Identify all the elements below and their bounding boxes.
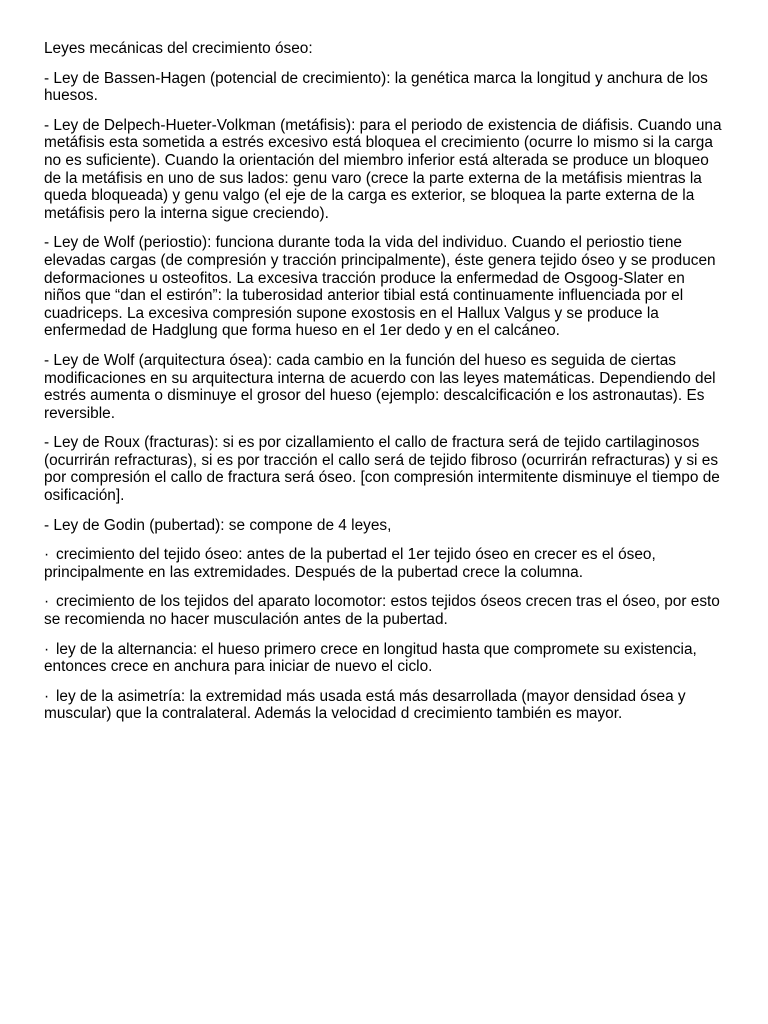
bullet-text: crecimiento de los tejidos del aparato locomotor: estos tejidos óseos crecen tras el óseo, por esto se recomienda no hacer musculación antes de la pubertad. — [44, 593, 720, 629]
bullet-text: ley de la asimetría: la extremidad más usada está más desarrollada (mayor densidad ósea y muscular) que la contralateral. Además la velocidad d crecimiento también es mayor. — [44, 687, 686, 723]
bullet-item-asimetria — [44, 688, 724, 723]
bullet-text: ley de la alternancia: el hueso primero crece en longitud hasta que compromete su existencia, entonces crece en anchura para iniciar de nuevo el ciclo. — [44, 640, 697, 676]
bullet-item-tejido-oseo — [44, 546, 724, 581]
paragraph-bassen-hagen: - Ley de Bassen-Hagen (potencial de crecimiento): la genética marca la longitud y anchura de los huesos. — [44, 69, 708, 105]
bullet-item-alternancia — [44, 641, 724, 676]
bullet-text: crecimiento del tejido óseo: antes de la pubertad el 1er tejido óseo en crecer es el óseo, principalmente en las extremidades. Después de la pubertad crece la columna. — [44, 546, 656, 581]
bullet-dot: · — [44, 640, 50, 658]
paragraph-delpech-hueter-volkman: - Ley de Delpech-Hueter-Volkman (metáfisis): para el periodo de existencia de diáfisis. Cuando una metáfisis esta sometida a estrés excesivo está bloquea el crecimiento (ocurre lo mismo si la carga no es suficiente). Cuando la orientación del miembro inferior está alterada se produce un bloqueo de la metáfisis en uno de sus lados: genu varo (crece la parte externa de la metáfisis mientras la queda bloqueada) y genu valgo (el eje de la carga es exterior, se bloquea la parte externa de la metáfisis pero la interna sigue creciendo). — [44, 116, 722, 222]
bullet-dot: · — [44, 687, 50, 705]
paragraph-wolf-periostio: - Ley de Wolf (periostio): funciona durante toda la vida del individuo. Cuando el periostio tiene elevadas cargas (de compresión y tracción principalmente), éste genera tejido óseo y se producen deformaciones u osteofitos. La excesiva tracción produce la enfermedad de Osgoog-Slater en niños que “dan el estirón”: la tuberosidad anterior tibial está continuamente influenciada por el cuadriceps. La excesiva compresión supone exostosis en el Hallux Valgus y se produce la enfermedad de Hadglung que forma hueso en el 1er dedo y en el calcáneo. — [44, 234, 716, 340]
document-title: Leyes mecánicas del crecimiento óseo: — [44, 40, 313, 57]
paragraph-roux: - Ley de Roux (fracturas): si es por cizallamiento el callo de fractura será de tejido cartilaginosos (ocurrirán refracturas), si es por tracción el callo será de tejido fibroso (ocurrirán refracturas) y si es por compresión el callo de fractura será óseo. [con compresión intermitente disminuye el tiempo de osificación]. — [44, 434, 720, 505]
document-page — [44, 40, 724, 735]
paragraph-godin: - Ley de Godin (pubertad): se compone de 4 leyes, — [44, 516, 392, 534]
bullet-item-aparato-locomotor — [44, 593, 724, 628]
bullet-dot: · — [44, 546, 50, 564]
bullet-dot: · — [44, 593, 50, 611]
paragraph-wolf-arquitectura: - Ley de Wolf (arquitectura ósea): cada cambio en la función del hueso es seguida de ciertas modificaciones en su arquitectura interna de acuerdo con las leyes matemáticas. Dependiendo del estrés aumenta o disminuye el grosor del hueso (ejemplo: descalcificación e los astronautas). Es reversible. — [44, 351, 716, 422]
